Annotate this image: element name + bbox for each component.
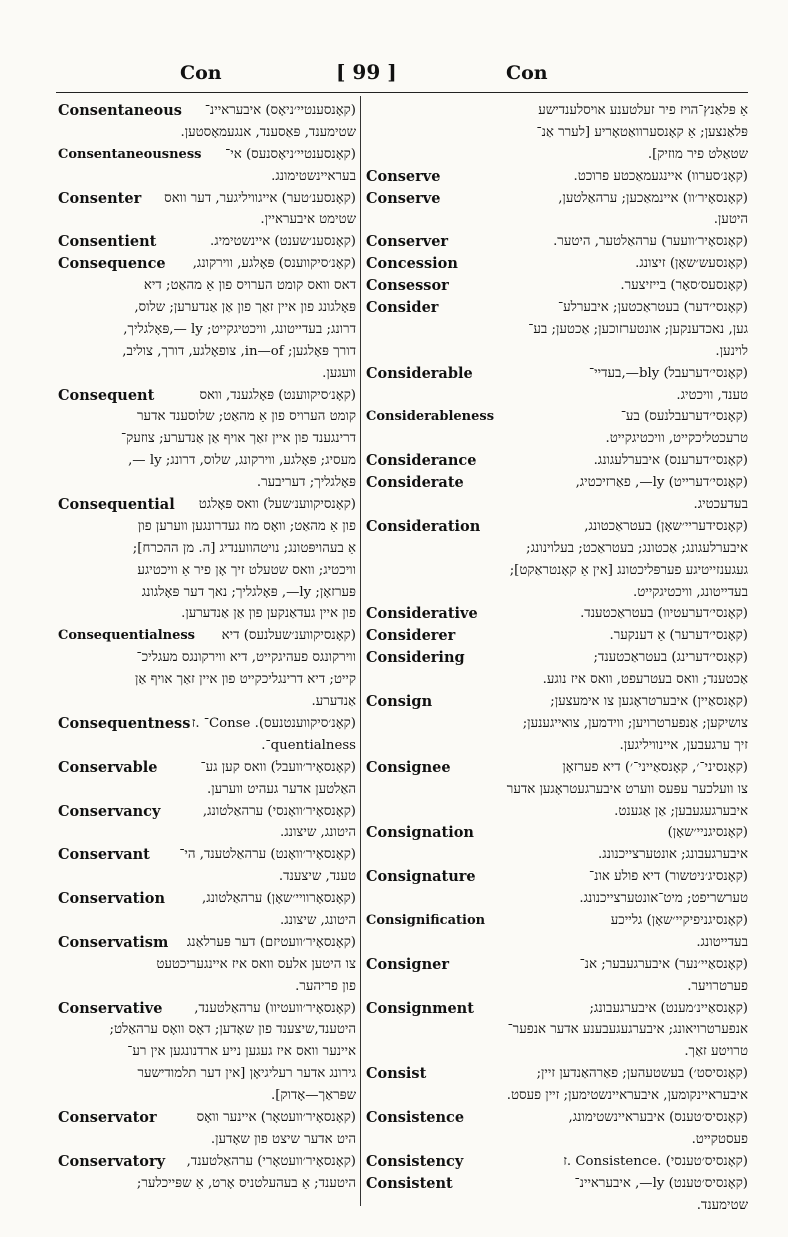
entry-line [366, 1107, 748, 1129]
entry-line [58, 735, 356, 757]
entry-line [58, 341, 356, 363]
entry-definition-text: (קאָנסי׳דערער) אַ דענקער. [609, 628, 748, 644]
entry-headword: Conservable [58, 758, 158, 776]
entry-definition-text: היטענד,שיצענד פון שאָדען; דאָס וואָס ערהאַלט; [109, 1022, 356, 1038]
entry-line [366, 516, 748, 538]
entry-definition-text: (קאָנסידעריי׳שאָן) בעטראַכטונג, [584, 518, 748, 534]
entry-definition-text: ווירקונגס פעהיגקייט, דיא ווירקונגס מעגליכ־ [136, 650, 356, 666]
entry-line [366, 472, 748, 494]
entry-line [366, 801, 748, 823]
entry-headword: Considerableness [366, 409, 495, 425]
entry-line [58, 647, 356, 669]
entry-definition-text: (קאָנסיגניפיקיי׳שאָן) גלייכע [610, 912, 748, 928]
entry-line [366, 122, 748, 144]
entry-definition-text: quentialness־. [261, 737, 356, 753]
entry-definition-text: (קאָנסיס׳טענס) איבעראיינשטימונג, [568, 1109, 748, 1125]
dictionary-entry [58, 100, 356, 144]
entry-definition-text: דרינגענד פון איין זאַך אויף אַן אַנדערע; צוזעק־ [121, 431, 356, 447]
entry-line [366, 976, 748, 998]
entry-headword: Consignee [366, 758, 451, 776]
entry-line [366, 1063, 748, 1085]
entry-headword: Conserve [366, 189, 441, 207]
entry-headword: Consistent [366, 1174, 453, 1192]
entry-definition-text: פעסטקייט. [691, 1131, 748, 1147]
entry-line [366, 297, 748, 319]
entry-line [366, 428, 748, 450]
entry-definition-text: (קאָנסאָיר׳וואָנט) ערהאַלטענד, הי־ [179, 847, 356, 863]
entry-line [366, 1129, 748, 1151]
entry-definition-text: (קאָנסיקווענ׳שעל) וואס פּאָלגט [198, 497, 356, 513]
entry-line [366, 910, 748, 932]
entry-line [58, 122, 356, 144]
dictionary-entry [366, 866, 748, 910]
entry-headword: Conservation [58, 890, 166, 908]
entry-definition-text: (קאָנסאָיר׳וועבל) וואס קען גע־ [200, 759, 356, 775]
entry-line [58, 231, 356, 253]
entry-definition-text: (קאָנסיקווענ׳שעלנעס) דיא [221, 628, 356, 644]
page-header [0, 58, 788, 88]
entry-definition-text: טרויטע זאַך. [684, 1044, 748, 1060]
entry-line [366, 1173, 748, 1195]
entry-definition-text: צו וועלכער עפּעס ווערט איבערגעטראָגען אדער [506, 781, 748, 797]
entry-line [58, 910, 356, 932]
entry-definition-text: שפּראַך—אָדוק]. [270, 1088, 356, 1104]
dictionary-entry [366, 100, 748, 166]
entry-definition-text: טענד, וויכטיג. [676, 387, 748, 403]
entry-definition-text: פון פריהער. [295, 978, 356, 994]
dictionary-entry [366, 253, 748, 275]
entry-line [58, 691, 356, 713]
entry-line [58, 954, 356, 976]
entry-headword: Consequentialness [58, 628, 195, 644]
dictionary-entry [366, 1107, 748, 1151]
entry-definition-text: (קאָנסי׳דערינג) בעטראַכטענד; [593, 650, 748, 666]
entry-line [366, 1019, 748, 1041]
entry-line [58, 472, 356, 494]
entry-line [58, 100, 356, 122]
entry-line [366, 209, 748, 231]
entry-headword: Conserve [366, 167, 441, 185]
entry-definition-text: (קאָנסאַיינ׳מענט) איבערגעבונג; [589, 1000, 748, 1016]
entry-line [58, 625, 356, 647]
entry-definition-text: היט אדער שיצט פון שאָדען. [210, 1131, 356, 1147]
entry-line [58, 297, 356, 319]
dictionary-entry [366, 647, 748, 691]
entry-definition-text: בעדייטונג, וויכטיגקייט. [633, 584, 748, 600]
entry-definition-text: שטימענד. [696, 1197, 748, 1210]
entry-headword: Considerative [366, 605, 478, 623]
entry-definition-text: היטונג, שיצונג. [280, 912, 356, 928]
entry-definition-text: (קאָנסיס׳טענסי) .Consistence .ז [563, 1153, 748, 1169]
column-divider [360, 96, 361, 1206]
entry-definition-text: פּאָלגליך; דעריבער. [256, 475, 356, 491]
entry-definition-text: (קאָנסי׳דערעבל) bly—,בעדיי־ [589, 365, 748, 381]
entry-line [58, 1107, 356, 1129]
entry-definition-text: (קאָנסעש׳שאָן) זיצונג. [635, 256, 748, 272]
entry-line [58, 1173, 356, 1195]
entry-headword: Conservant [58, 846, 150, 864]
entry-line [58, 166, 356, 188]
entry-definition-text: (קאָנסאָרוויי׳שאָן) ערהאַלטונג, [201, 891, 356, 907]
entry-definition-text: (קאָנסענ׳שענט) איינשטימיג. [210, 234, 356, 250]
entry-line [366, 1151, 748, 1173]
entry-definition-text: (קאָנסעס׳סאָר) בייזיצער. [620, 278, 748, 294]
entry-line [58, 494, 356, 516]
entry-line [366, 231, 748, 253]
entry-line [58, 144, 356, 166]
left-column [58, 100, 356, 1210]
running-headword-right: Con [506, 62, 548, 84]
entry-line [366, 647, 748, 669]
entry-definition-text: שטימענד, פּאַסענד, אנגעמאָסטען. [180, 124, 356, 140]
dictionary-entry [366, 603, 748, 625]
entry-line [58, 1129, 356, 1151]
entry-line [58, 822, 356, 844]
entry-definition-text: פון אַ מהאַט; וואָס מוז געדרונגען ווערען פון [137, 518, 356, 534]
entry-line [58, 1019, 356, 1041]
entry-line [366, 625, 748, 647]
entry-headword: Consequence [58, 255, 166, 273]
entry-definition-text: היטען. [713, 212, 748, 228]
entry-definition-text: טערשריפט; מיט־אונטערצייכנונג. [579, 891, 748, 907]
dictionary-entry [58, 253, 356, 384]
entry-line [58, 516, 356, 538]
entry-line [366, 713, 748, 735]
running-headword-left: Con [180, 62, 222, 84]
entry-headword: Consign [366, 693, 433, 711]
entry-definition-text: לוינען. [715, 343, 748, 359]
dictionary-entry [366, 231, 748, 253]
entry-headword: Consigner [366, 955, 449, 973]
entry-line [366, 1085, 748, 1107]
dictionary-entry [366, 166, 748, 188]
entry-definition-text: וועגען. [322, 365, 356, 381]
entry-line [58, 801, 356, 823]
entry-headword: Consequent [58, 386, 155, 404]
entry-headword: Consignment [366, 999, 474, 1017]
entry-line [58, 1151, 356, 1173]
dictionary-entry [366, 275, 748, 297]
entry-definition-text: (קאָנסיגניי׳שאָן) [667, 825, 748, 841]
entry-line [58, 275, 356, 297]
entry-definition-text: זיך ערגעבען, איינוויליגען. [619, 737, 748, 753]
entry-definition-text: איינער וואס איז געגען נייע ארדנונגען אין רע־ [127, 1044, 356, 1060]
entry-line [366, 822, 748, 844]
entry-definition-text: קומט הערויס פון אַ מהאַט; שלוסענד אדער [137, 409, 356, 425]
entry-headword: Consistency [366, 1152, 464, 1170]
entry-line [366, 385, 748, 407]
entry-definition-text: איבערגעגעבען; אַן אַגענט. [614, 803, 748, 819]
dictionary-entry [58, 888, 356, 932]
entry-line [366, 954, 748, 976]
entry-definition-text: (קאָנ׳סיקווענט) פּאָלגענד, וואס [199, 387, 356, 403]
dictionary-entry [366, 1151, 748, 1173]
entry-definition-text: וויכטיג; וואס שטעלט זיך אָן פיר אַ וויכטיגע [137, 562, 356, 578]
entry-headword: Consenter [58, 189, 142, 207]
entry-definition-text: איבעראיינקומען, איבעראיינשטימען; זיין פעסט. [506, 1088, 748, 1104]
entry-headword: Conservator [58, 1108, 157, 1126]
entry-definition-text: פערטרויער. [687, 978, 748, 994]
entry-definition-text: (קאָנסי׳דער) בעטראַכטען; איבערלע־ [558, 300, 748, 316]
entry-definition-text: (קאָנסיס׳טענט) ly—, איבעראיינ־ [574, 1175, 748, 1191]
entry-line [58, 319, 356, 341]
entry-line [366, 735, 748, 757]
entry-line [366, 603, 748, 625]
entry-definition-text: דאס וואס קומט הערויס פון אַ מהאַט; דיא [143, 278, 356, 294]
dictionary-entry [366, 188, 748, 232]
entry-line [366, 494, 748, 516]
entry-headword: Concession [366, 255, 458, 273]
dictionary-entry [366, 757, 748, 823]
entry-line [366, 779, 748, 801]
entry-line [366, 319, 748, 341]
dictionary-entry [366, 450, 748, 472]
entry-line [366, 144, 748, 166]
dictionary-entry [366, 691, 748, 757]
dictionary-entry [366, 822, 748, 866]
entry-definition-text: (קאָנסאָיר׳וועער) ערהאַלטער, היטער. [553, 234, 748, 250]
dictionary-entry [58, 1151, 356, 1195]
entry-definition-text: (קאָנסענ׳טער) אייגוויליגער, דער וואס [164, 190, 356, 206]
dictionary-entry [366, 406, 748, 450]
entry-line [366, 844, 748, 866]
entry-headword: Consider [366, 299, 439, 317]
entry-definition-text: צושיקען; אַנפערטרויען; ווידמען, צואייגענען; [522, 715, 748, 731]
entry-headword: Consignification [366, 912, 486, 928]
entry-headword: Considerate [366, 474, 464, 492]
entry-definition-text: (קאָנסענטיי׳ניאָסנעס) אי־ [225, 146, 356, 162]
entry-definition-text: טרעכטליכקייט, וויכטיגקייט. [605, 431, 748, 447]
entry-definition-text: בעדייטונג. [696, 934, 748, 950]
entry-line [58, 582, 356, 604]
entry-line [58, 779, 356, 801]
entry-line [58, 1085, 356, 1107]
entry-line [58, 603, 356, 625]
entry-line [58, 385, 356, 407]
entry-definition-text: (קאָנסי׳דערעבלנעס) בע־ [620, 409, 748, 425]
entry-definition-text: (קאָנסיני־׳, קאָנסאַייני־׳) דיא פערזאָן [562, 759, 748, 775]
entry-definition-text: דרונג; בעדייטונג, וויכטיגקייט; ly —,פּאָלגליך, [123, 321, 356, 337]
entry-line [58, 538, 356, 560]
entry-line [58, 1041, 356, 1063]
dictionary-entry [58, 844, 356, 888]
entry-definition-text: היטענד; אַ בעהעלטניס אָרט, אַ שפּייכלער; [136, 1175, 356, 1191]
dictionary-entry [58, 1107, 356, 1151]
entry-line [366, 691, 748, 713]
entry-line [366, 669, 748, 691]
entry-definition-text: אַ בעהויפּטונג; נויטהווענדיג [ה. מן ההכרח]; [132, 540, 356, 556]
entry-line [58, 713, 356, 735]
entry-line [366, 1195, 748, 1210]
entry-definition-text: האַלטען אדער געהיט ווערען. [207, 781, 356, 797]
entry-definition-text: (קאָנסיג׳ניטשור) דיא פולע אונ־ [589, 869, 748, 885]
entry-definition-text: (קאָנסאַיי׳נער) איבערגעבער; אנ־ [579, 956, 748, 972]
entry-definition-text: היטונג, שיצונג. [280, 825, 356, 841]
entry-line [366, 560, 748, 582]
dictionary-entry [58, 231, 356, 253]
dictionary-entry [58, 385, 356, 494]
entry-definition-text: צו היטען אלעס וואס איז איינגעריכטעט [156, 956, 356, 972]
entry-definition-text: (קאָנסי׳דערענס) איבערלעגונג. [593, 453, 748, 469]
entry-line [58, 188, 356, 210]
entry-headword: Conservatism [58, 933, 169, 951]
entry-headword: Consignation [366, 824, 474, 842]
entry-headword: Conserver [366, 233, 449, 251]
entry-line [58, 844, 356, 866]
entry-definition-text: גירונג אדער רעליגיאָן [אין דער תלמודישער [137, 1066, 356, 1082]
entry-line [58, 406, 356, 428]
entry-headword: Consistence [366, 1108, 465, 1126]
entry-headword: Considerance [366, 452, 477, 470]
entry-line [366, 188, 748, 210]
entry-line [366, 341, 748, 363]
right-column [366, 100, 748, 1210]
entry-headword: Consist [366, 1065, 427, 1083]
entry-line [366, 406, 748, 428]
entry-line [58, 866, 356, 888]
entry-definition-text: (קאָנסאָיר׳וועטאָרי) ערהאַלטענד, [186, 1153, 356, 1169]
entry-definition-text: (קאָנסאָיר׳וואָנסי) ערהאַלטונג, [202, 803, 356, 819]
entry-definition-text: פּערזאָן; ly—, פּאָלגליך; נאך דער פּאָלגונג [141, 584, 356, 600]
dictionary-entry [58, 932, 356, 998]
entry-definition-text: (קאָנסאַיין) איבערטראָגען צו אימעצען; [550, 694, 748, 710]
entry-line [366, 538, 748, 560]
entry-line [366, 1041, 748, 1063]
entry-line [58, 450, 356, 472]
entry-definition-text: בעדעכטיג. [693, 497, 748, 513]
entry-headword: Consignature [366, 868, 476, 886]
entry-definition-text: אנפערטרויאונג; איבערגעגעבענע אדער אנפער־ [507, 1022, 748, 1038]
entry-line [58, 363, 356, 385]
dictionary-entry [366, 472, 748, 516]
entry-line [366, 888, 748, 910]
entry-headword: Consentaneousness [58, 146, 202, 162]
dictionary-entry [366, 954, 748, 998]
entry-headword: Consequentness [58, 714, 191, 732]
entry-headword: Conservative [58, 999, 163, 1017]
entry-line [366, 932, 748, 954]
header-rule [56, 92, 748, 93]
entry-definition-text: אַכטענד; וואס בעטרעפט, וואס איז נוגע. [542, 672, 748, 688]
entry-headword: Conservatory [58, 1152, 166, 1170]
entry-headword: Consessor [366, 277, 449, 295]
dictionary-entry [58, 144, 356, 188]
entry-definition-text: אַנדערע. [311, 694, 356, 710]
entry-definition-text: בעראיינשטימונג. [271, 168, 356, 184]
entry-definition-text: (קאָנ׳סיקווענס) פּאָלגע, ווירקונג, [192, 256, 356, 272]
entry-line [58, 669, 356, 691]
entry-definition-text: (קאָנסאָיר׳וועטיוו) ערהאַלטענד, [194, 1000, 356, 1016]
entry-line [366, 363, 748, 385]
dictionary-entry [366, 998, 748, 1064]
entry-headword: Consequential [58, 496, 175, 514]
entry-definition-text: מעסיג; פּאָלגע, ווירקונג, שלוס, דרונג; ly —, [128, 453, 356, 469]
entry-definition-text: אַ פּלאַנץ־הויז פיר זעלטענע אויסלענדישע [538, 103, 748, 118]
dictionary-entry [58, 625, 356, 713]
entry-definition-text: (קאָנסי׳דערעטיוו) בעטראַכטענד. [580, 606, 748, 622]
entry-definition-text: קייט; דיא דרינגליכקייט פון איין זאַך אויף אַן [135, 672, 356, 688]
entry-definition-text: דורך פּאָלגען; in—of, צופאָלגע, דורך, צוליב, [122, 343, 356, 359]
entry-line [58, 932, 356, 954]
entry-definition-text: שטאַלט פיר מוזיק]. [647, 146, 748, 162]
entry-line [366, 998, 748, 1020]
dictionary-entry [58, 801, 356, 845]
entry-headword: Consentient [58, 233, 157, 251]
dictionary-entry [366, 625, 748, 647]
entry-line [58, 253, 356, 275]
entry-line [366, 450, 748, 472]
entry-line [58, 428, 356, 450]
entry-line [58, 998, 356, 1020]
entry-definition-text: (קאָנסענטיי׳ניאָס) איבעראיינ־ [204, 103, 356, 118]
entry-headword: Considering [366, 649, 465, 667]
dictionary-entry [366, 516, 748, 604]
dictionary-entry [366, 297, 748, 363]
entry-definition-text: שטימט איבעראיין. [260, 212, 356, 228]
entry-definition-text: (קאָנסיסט׳) בעשטעהען; פאַרהאַנדען זיין; [536, 1066, 748, 1082]
entry-headword: Considerer [366, 627, 456, 645]
dictionary-entry [366, 363, 748, 407]
entry-definition-text: (קאָנ׳סערוו) איינגעמאַכטע פרוכט. [573, 168, 748, 184]
entry-line [58, 757, 356, 779]
entry-definition-text: גען, נאכדענקען; אונטערזוכען; אַכטען; בע־ [528, 321, 748, 337]
dictionary-entry [58, 998, 356, 1107]
entry-line [58, 888, 356, 910]
page-number: [ 99 ] [336, 60, 397, 84]
entry-line [58, 209, 356, 231]
entry-line [58, 560, 356, 582]
dictionary-entry [58, 757, 356, 801]
dictionary-entry [58, 713, 356, 757]
entry-line [366, 166, 748, 188]
entry-line [366, 866, 748, 888]
entry-line [366, 275, 748, 297]
dictionary-entry [366, 910, 748, 954]
entry-definition-text: פּאָלגונג פון איין זאַך פון אַן אַנדערען; שלוס, [134, 300, 356, 316]
entry-definition-text: (קאָנסי׳דערייט) ly—, פאַרזיכטיג, [575, 475, 748, 491]
dictionary-entry [58, 188, 356, 232]
entry-headword: Consideration [366, 517, 481, 535]
entry-definition-text: פּלאַנצען; אַ קאָנסערוואַטאָריע [לערר אַנ־ [536, 124, 748, 140]
entry-definition-text: איבערלעגונג; אַכטונג; בעטראַכט; בעלוינונג; [526, 540, 748, 556]
entry-line [366, 757, 748, 779]
dictionary-entry [366, 1173, 748, 1210]
dictionary-entry [58, 494, 356, 625]
entry-line [366, 582, 748, 604]
entry-headword: Conservancy [58, 802, 161, 820]
entry-line [58, 976, 356, 998]
entry-definition-text: געגענזייטיגע פערפּליכטונג [אין אַ קאָנטראַקט]; [509, 562, 748, 578]
entry-line [58, 1063, 356, 1085]
entry-headword: Consentaneous [58, 102, 182, 119]
dictionary-entry [366, 1063, 748, 1107]
entry-headword: Considerable [366, 364, 473, 382]
entry-definition-text: פון איין געדאַנקען פון אַן אַנדערען. [181, 606, 356, 622]
entry-definition-text: איבערגעבונג; אונטערצייכנונג. [598, 847, 748, 863]
entry-definition-text: טענד, שיצענד. [278, 869, 356, 885]
entry-definition-text: (קאָנסאָיר׳וו) איינמאַכען; ערהאַלטען, [558, 190, 748, 206]
entry-line [366, 100, 748, 122]
entry-definition-text: (קאָנ׳סיקווענטנעס). Conse־ .ז [191, 715, 356, 731]
entry-definition-text: (קאָנסאָיר׳וועטיזם) דער פּערלאַנג [186, 934, 356, 950]
entry-definition-text: (קאָנסאָיר׳וועטאָר) איינער וואָס [196, 1109, 356, 1125]
entry-line [366, 253, 748, 275]
